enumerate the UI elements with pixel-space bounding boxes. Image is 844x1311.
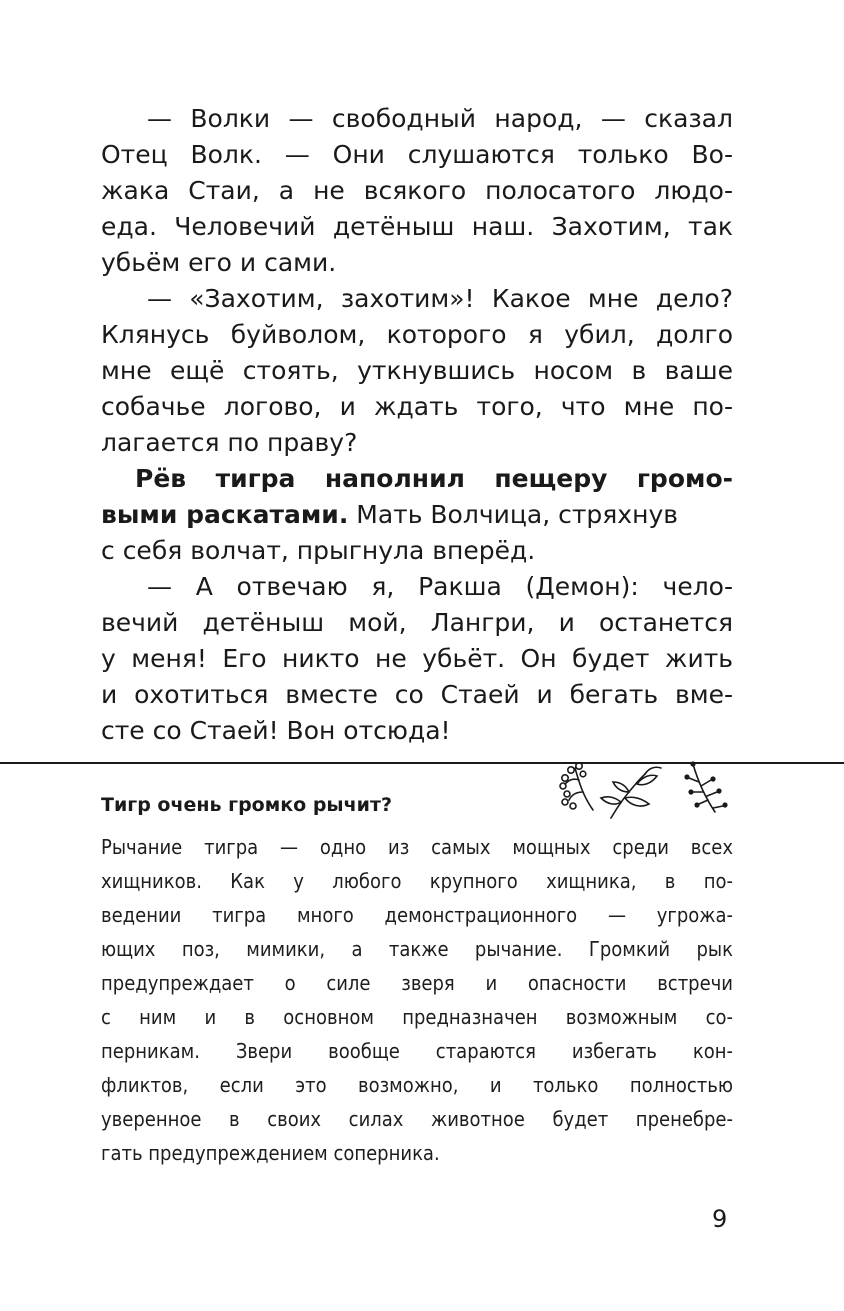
story-line: — Волки — свободный народ, — сказал	[147, 104, 733, 133]
story-line: — А отвечаю я, Ракша (Демон): чело-	[147, 572, 733, 601]
story-line: Клянусь буйволом, которого я убил, долго	[101, 320, 733, 349]
story-line: жака Стаи, а не всякого полосатого людо-	[101, 176, 733, 205]
story-line: убьём его и сами.	[101, 248, 337, 277]
sidebar-line: ведении тигра много демонстрационного — угрожа-	[101, 903, 733, 927]
story-line: вечий детёныш мой, Лангри, и останется	[101, 608, 733, 637]
sidebar-line: с ним и в основном предназначен возможным со-	[101, 1005, 733, 1029]
sidebar-line: Рычание тигра — одно из самых мощных среди всех	[101, 835, 733, 859]
floral-sprig-icon	[553, 760, 733, 820]
regular-phrase: Мать Волчица, стряхнув	[348, 500, 678, 529]
story-line: с себя волчат, прыгнула вперёд.	[101, 536, 536, 565]
story-line: сте со Стаей! Вон отсюда!	[101, 716, 451, 745]
story-line: мне ещё стоять, уткнувшись носом в ваше	[101, 356, 733, 385]
story-line-mixed	[101, 497, 733, 533]
sidebar-line: ющих поз, мимики, а также рычание. Громкий рык	[101, 937, 733, 961]
sidebar-line: перникам. Звери вообще стараются избегать кон-	[101, 1039, 733, 1063]
story-line: собачье логово, и ждать того, что мне по-	[101, 392, 733, 421]
story-line: и охотиться вместе со Стаей и бегать вме-	[101, 680, 733, 709]
story-line: еда. Человечий детёныш наш. Захотим, так	[101, 212, 733, 241]
sidebar-line: хищников. Как у любого крупного хищника, в по-	[101, 869, 733, 893]
story-line: лагается по праву?	[101, 428, 358, 457]
story-line: — «Захотим, захотим»! Какое мне дело?	[147, 284, 733, 313]
story-line-bold: Рёв тигра наполнил пещеру громо-	[135, 464, 733, 493]
story-line: Отец Волк. — Они слушаются только Во-	[101, 140, 733, 169]
sidebar-line: предупреждает о силе зверя и опасности встречи	[101, 971, 733, 995]
story-line: у меня! Его никто не убьёт. Он будет жить	[101, 644, 733, 673]
sidebar-title: Тигр очень громко рычит?	[101, 794, 393, 816]
sidebar-line: гать предупреждением соперника.	[101, 1141, 440, 1165]
sidebar-line: уверенное в своих силах животное будет пренебре-	[101, 1107, 733, 1131]
page-number: 9	[712, 1205, 728, 1233]
sidebar-line: фликтов, если это возможно, и только полностью	[101, 1073, 733, 1097]
bold-phrase: выми раскатами.	[101, 500, 349, 529]
